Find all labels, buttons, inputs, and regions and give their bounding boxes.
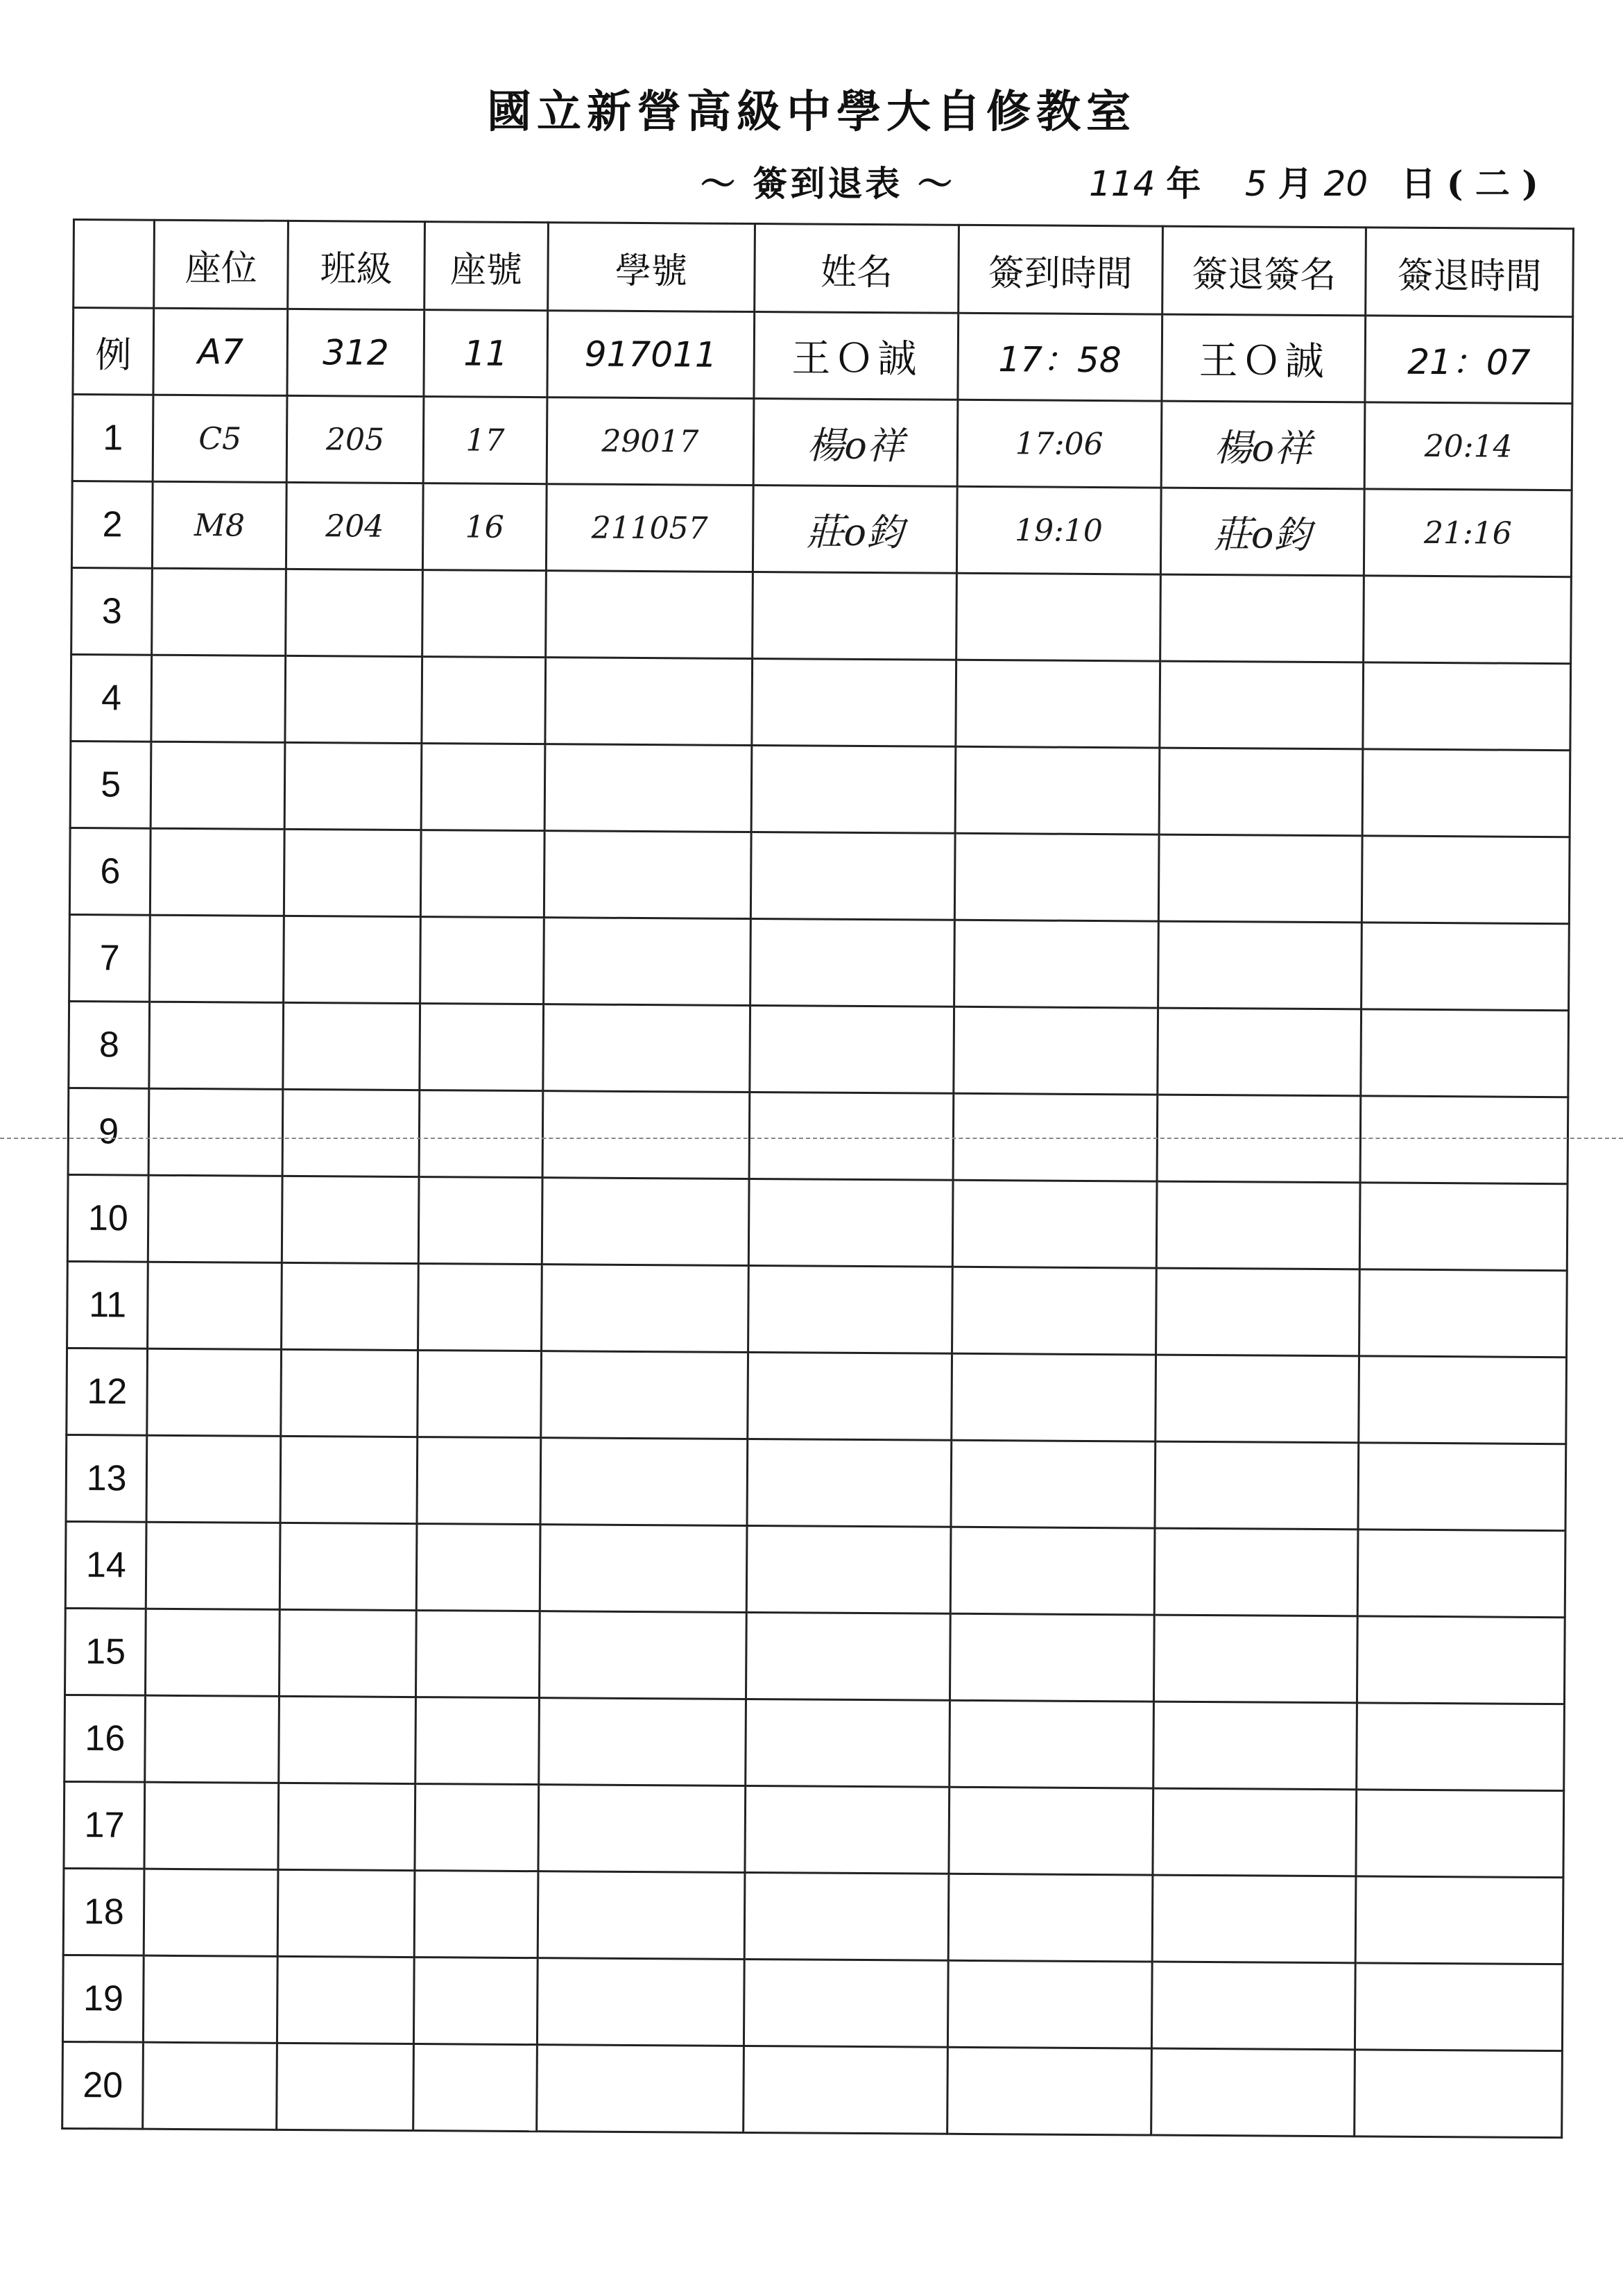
student-id-cell[interactable] xyxy=(536,2045,744,2133)
seat-cell[interactable] xyxy=(147,1348,281,1436)
name-cell[interactable] xyxy=(751,832,955,920)
sign-out-time-cell[interactable] xyxy=(1359,1269,1568,1357)
table-row xyxy=(62,1955,1563,2050)
class-cell[interactable] xyxy=(284,829,421,916)
example-class: 312 xyxy=(287,309,424,396)
sign-out-name-cell[interactable]: 楊o祥 xyxy=(1161,401,1365,489)
seat-no-cell[interactable] xyxy=(422,570,546,658)
sign-out-time-cell[interactable] xyxy=(1362,836,1570,924)
name-cell[interactable] xyxy=(749,1179,953,1267)
name-cell[interactable] xyxy=(750,918,954,1006)
student-id-cell[interactable]: 29017 xyxy=(547,397,754,486)
sign-out-name-cell[interactable] xyxy=(1151,1962,1355,2050)
student-id-cell[interactable] xyxy=(539,1611,746,1699)
sign-out-name-cell[interactable] xyxy=(1152,1875,1356,1963)
sign-out-name-cell[interactable] xyxy=(1154,1528,1358,1616)
seat-cell[interactable] xyxy=(150,915,284,1002)
name-cell[interactable] xyxy=(750,1005,954,1093)
table-row xyxy=(67,1174,1568,1270)
name-cell[interactable] xyxy=(752,658,956,746)
table-row xyxy=(71,481,1572,577)
name-cell[interactable] xyxy=(753,572,956,660)
name-cell[interactable] xyxy=(748,1352,952,1440)
table-row xyxy=(65,1608,1565,1704)
class-cell[interactable] xyxy=(280,1523,417,1610)
header-sign-out-name: 簽退簽名 xyxy=(1162,226,1366,316)
sign-out-time-cell[interactable] xyxy=(1361,1009,1569,1097)
header-row xyxy=(74,220,1574,317)
sign-in-table xyxy=(61,219,1574,2139)
name-cell[interactable] xyxy=(747,1439,951,1527)
class-cell[interactable] xyxy=(277,2043,414,2130)
name-cell[interactable] xyxy=(744,1959,948,2047)
table-row xyxy=(67,1261,1568,1357)
table-row xyxy=(72,395,1572,490)
table-row xyxy=(69,1001,1569,1097)
sign-out-time-cell[interactable] xyxy=(1358,1443,1566,1531)
sign-out-name-cell[interactable] xyxy=(1156,1181,1360,1269)
name-cell[interactable] xyxy=(748,1265,952,1353)
seat-no-cell[interactable] xyxy=(413,2044,537,2132)
class-cell[interactable] xyxy=(283,916,420,1003)
sign-in-time-cell[interactable] xyxy=(956,573,1160,661)
seat-cell[interactable] xyxy=(148,1175,282,1262)
date-year-label: 年 xyxy=(1166,163,1201,204)
sign-in-time-cell[interactable] xyxy=(956,660,1160,748)
class-cell[interactable] xyxy=(279,1696,416,1783)
row-index: 9 xyxy=(68,1088,149,1175)
example-name: 王Ｏ誠 xyxy=(754,312,958,400)
sign-out-time-cell[interactable] xyxy=(1362,923,1570,1011)
seat-no-cell[interactable] xyxy=(419,1177,542,1265)
seat-no-cell[interactable] xyxy=(418,1264,542,1351)
seat-cell[interactable] xyxy=(146,1522,280,1609)
sign-out-time-cell[interactable] xyxy=(1357,1530,1565,1618)
seat-cell[interactable] xyxy=(145,1695,279,1783)
student-id-cell[interactable] xyxy=(540,1351,748,1439)
sign-in-time-cell[interactable] xyxy=(954,833,1158,921)
student-id-cell[interactable] xyxy=(538,1698,746,1786)
table-row xyxy=(64,1781,1564,1877)
class-cell[interactable] xyxy=(278,1783,415,1870)
seat-no-cell[interactable] xyxy=(418,1351,541,1438)
row-index: 18 xyxy=(63,1868,144,1955)
sign-in-time-cell[interactable] xyxy=(952,1267,1156,1355)
sign-out-time-cell[interactable] xyxy=(1357,1703,1565,1791)
seat-cell[interactable] xyxy=(144,1782,278,1869)
seat-no-cell[interactable] xyxy=(415,1784,538,1871)
example-label: 例 xyxy=(73,308,154,395)
seat-no-cell[interactable] xyxy=(420,1004,543,1091)
sign-out-name-cell[interactable] xyxy=(1160,574,1364,662)
student-id-cell[interactable] xyxy=(540,1438,748,1526)
sign-out-time-cell[interactable] xyxy=(1362,749,1570,837)
row-index: 15 xyxy=(65,1608,146,1695)
table-row xyxy=(70,741,1570,837)
sign-in-time-cell[interactable] xyxy=(952,1180,1156,1268)
row-index: 11 xyxy=(67,1261,148,1348)
sign-out-name-cell[interactable] xyxy=(1159,661,1363,749)
seat-cell[interactable] xyxy=(149,1002,283,1089)
sign-out-name-cell[interactable] xyxy=(1153,1615,1357,1703)
table-row xyxy=(66,1434,1566,1530)
sign-out-name-cell[interactable] xyxy=(1158,834,1362,923)
student-id-cell[interactable] xyxy=(542,1004,750,1093)
class-cell[interactable] xyxy=(282,1089,420,1176)
student-id-cell[interactable] xyxy=(543,918,750,1006)
name-cell[interactable] xyxy=(749,1092,953,1180)
scan-fold-line xyxy=(0,1138,1623,1139)
name-cell[interactable] xyxy=(746,1612,950,1700)
table-row xyxy=(68,1088,1568,1183)
sign-out-name-cell[interactable]: 莊o鈞 xyxy=(1160,488,1364,576)
sign-in-time-cell[interactable]: 17:06 xyxy=(957,400,1161,488)
student-id-cell[interactable] xyxy=(544,831,751,919)
seat-no-cell[interactable] xyxy=(415,1697,539,1785)
row-index: 8 xyxy=(69,1001,150,1088)
header-student-id: 學號 xyxy=(547,223,755,312)
row-index: 19 xyxy=(62,1955,144,2042)
sign-out-name-cell[interactable] xyxy=(1152,1788,1356,1876)
student-id-cell[interactable] xyxy=(544,744,752,832)
sign-out-name-cell[interactable] xyxy=(1153,1702,1357,1790)
student-id-cell[interactable] xyxy=(540,1525,747,1613)
name-cell[interactable] xyxy=(744,1872,948,1960)
sign-out-name-cell[interactable] xyxy=(1156,1268,1359,1356)
class-cell[interactable] xyxy=(280,1436,418,1523)
sign-out-time-cell[interactable] xyxy=(1356,1790,1564,1878)
seat-no-cell[interactable] xyxy=(420,917,544,1004)
row-index: 4 xyxy=(71,654,152,742)
row-index: 6 xyxy=(69,828,151,915)
seat-cell[interactable]: C5 xyxy=(153,395,287,482)
student-id-cell[interactable] xyxy=(542,1091,750,1179)
date-day-label: 日 xyxy=(1400,163,1436,204)
example-sign-out-name: 王Ｏ誠 xyxy=(1161,314,1365,402)
sign-in-time-cell[interactable] xyxy=(954,1006,1158,1095)
date-weekday: ( 二 ) xyxy=(1446,163,1538,204)
sign-out-time-cell[interactable]: 21:16 xyxy=(1364,489,1572,577)
row-index: 17 xyxy=(64,1781,145,1869)
sign-out-name-cell[interactable] xyxy=(1155,1355,1359,1443)
sign-in-time-cell[interactable] xyxy=(954,920,1158,1008)
class-cell[interactable] xyxy=(279,1609,416,1697)
sign-out-time-cell[interactable] xyxy=(1363,662,1571,751)
class-cell[interactable] xyxy=(285,656,422,743)
sign-in-time-cell[interactable] xyxy=(952,1353,1156,1441)
sign-out-time-cell[interactable] xyxy=(1357,1616,1565,1704)
sign-in-time-cell[interactable] xyxy=(950,1613,1153,1702)
row-index: 16 xyxy=(65,1695,146,1782)
header-class: 班級 xyxy=(288,221,425,309)
date-month: 5 xyxy=(1244,164,1267,204)
seat-cell[interactable] xyxy=(151,828,284,916)
seat-no-cell[interactable] xyxy=(419,1090,542,1178)
table-row xyxy=(69,828,1570,923)
name-cell[interactable] xyxy=(744,2046,947,2134)
table-row xyxy=(63,1868,1563,1964)
sign-out-time-cell[interactable] xyxy=(1364,576,1572,664)
form-date xyxy=(1089,156,1538,206)
row-index: 14 xyxy=(65,1521,146,1609)
name-cell[interactable]: 楊o祥 xyxy=(753,399,957,487)
class-cell[interactable] xyxy=(277,1869,415,1957)
student-id-cell[interactable] xyxy=(545,571,753,659)
name-cell[interactable] xyxy=(751,745,955,833)
student-id-cell[interactable] xyxy=(538,1785,745,1873)
sign-out-time-cell[interactable] xyxy=(1355,2050,1563,2138)
sign-out-time-cell[interactable]: 20:14 xyxy=(1364,402,1572,490)
example-seat: A7 xyxy=(153,308,287,395)
sign-out-name-cell[interactable] xyxy=(1157,1008,1361,1096)
seat-cell[interactable] xyxy=(146,1435,280,1523)
example-sign-out-time: 21：07 xyxy=(1365,316,1573,404)
seat-no-cell[interactable] xyxy=(417,1524,540,1611)
class-cell[interactable]: 205 xyxy=(286,395,424,483)
form-subtitle: ～ 簽到退表 ～ xyxy=(701,163,955,204)
seat-no-cell[interactable] xyxy=(421,830,544,918)
name-cell[interactable] xyxy=(745,1785,949,1874)
table-row xyxy=(62,2041,1563,2137)
seat-cell[interactable] xyxy=(149,1088,283,1176)
sign-in-time-cell[interactable] xyxy=(955,746,1159,834)
seat-no-cell[interactable] xyxy=(422,657,545,744)
row-index: 5 xyxy=(70,741,151,828)
sign-out-time-cell[interactable] xyxy=(1359,1356,1567,1444)
seat-no-cell[interactable] xyxy=(417,1437,540,1525)
sign-in-time-cell[interactable] xyxy=(950,1700,1153,1788)
table-row xyxy=(65,1521,1565,1617)
header-seat-no: 座號 xyxy=(424,222,548,311)
name-cell[interactable] xyxy=(746,1699,950,1787)
sign-in-time-cell[interactable] xyxy=(947,2047,1151,2135)
seat-no-cell[interactable]: 17 xyxy=(423,397,547,484)
example-seat-no: 11 xyxy=(424,310,547,397)
row-index: 13 xyxy=(66,1434,147,1522)
seat-cell[interactable]: M8 xyxy=(153,481,286,569)
header-index xyxy=(74,220,155,309)
class-cell[interactable] xyxy=(281,1262,418,1350)
seat-cell[interactable] xyxy=(143,2042,277,2130)
example-student-id: 917011 xyxy=(547,311,754,399)
row-index: 3 xyxy=(71,567,153,655)
table-row xyxy=(69,914,1570,1010)
seat-no-cell[interactable] xyxy=(414,1957,538,2045)
sign-in-time-cell[interactable]: 19:10 xyxy=(956,486,1160,574)
seat-cell[interactable] xyxy=(151,655,285,742)
header-sign-in-time: 簽到時間 xyxy=(959,225,1162,314)
sign-out-time-cell[interactable] xyxy=(1355,1876,1563,1964)
sign-out-time-cell[interactable] xyxy=(1355,1963,1563,2051)
sign-out-name-cell[interactable] xyxy=(1158,921,1362,1009)
student-id-cell[interactable]: 211057 xyxy=(546,484,753,572)
sign-in-time-cell[interactable] xyxy=(948,1874,1152,1962)
row-index: 12 xyxy=(67,1348,148,1435)
seat-cell[interactable] xyxy=(144,1869,278,1956)
class-cell[interactable] xyxy=(282,1176,419,1263)
seat-no-cell[interactable] xyxy=(414,1871,538,1958)
sign-out-name-cell[interactable] xyxy=(1155,1441,1359,1530)
student-id-cell[interactable] xyxy=(544,658,752,746)
seat-no-cell[interactable] xyxy=(416,1611,540,1698)
header-sign-out-time: 簽退時間 xyxy=(1366,228,1574,317)
seat-cell[interactable] xyxy=(144,1955,277,2043)
form-title: 國立新營高級中學大自修教室 xyxy=(487,86,1136,138)
sign-in-time-cell[interactable] xyxy=(947,1960,1151,2048)
student-id-cell[interactable] xyxy=(541,1265,748,1353)
table-row xyxy=(71,567,1572,663)
class-cell[interactable] xyxy=(285,569,422,656)
row-index: 10 xyxy=(67,1174,148,1262)
header-name: 姓名 xyxy=(755,224,959,314)
name-cell[interactable]: 莊o鈞 xyxy=(753,486,957,574)
seat-cell[interactable] xyxy=(151,742,285,829)
name-cell[interactable] xyxy=(746,1525,950,1613)
sign-in-time-cell[interactable] xyxy=(949,1787,1153,1875)
date-day: 20 xyxy=(1323,164,1368,204)
class-cell[interactable] xyxy=(283,1002,420,1090)
sign-in-time-cell[interactable] xyxy=(950,1527,1154,1615)
class-cell[interactable] xyxy=(284,742,422,830)
class-cell[interactable] xyxy=(281,1349,418,1437)
sign-out-time-cell[interactable] xyxy=(1359,1183,1568,1271)
table-row xyxy=(65,1695,1565,1790)
sign-out-name-cell[interactable] xyxy=(1151,2048,1355,2136)
sign-out-time-cell[interactable] xyxy=(1360,1096,1568,1184)
row-index: 1 xyxy=(72,395,153,482)
class-cell[interactable]: 204 xyxy=(286,482,423,569)
class-cell[interactable] xyxy=(277,1956,414,2044)
sign-in-time-cell[interactable] xyxy=(951,1440,1155,1528)
row-index: 20 xyxy=(62,2041,144,2129)
student-id-cell[interactable] xyxy=(542,1178,749,1266)
table-row xyxy=(71,654,1571,750)
seat-cell[interactable] xyxy=(152,568,286,656)
seat-no-cell[interactable]: 16 xyxy=(423,483,547,571)
row-index: 7 xyxy=(69,914,151,1002)
row-index: 2 xyxy=(71,481,153,569)
example-row xyxy=(73,308,1573,404)
seat-no-cell[interactable] xyxy=(421,744,544,831)
seat-cell[interactable] xyxy=(146,1609,280,1696)
table-row xyxy=(67,1348,1567,1443)
seat-cell[interactable] xyxy=(148,1262,282,1349)
sign-out-name-cell[interactable] xyxy=(1159,748,1363,836)
example-sign-in-time: 17：58 xyxy=(958,313,1162,401)
date-month-label: 月 xyxy=(1278,163,1313,204)
student-id-cell[interactable] xyxy=(538,1871,745,1960)
student-id-cell[interactable] xyxy=(537,1958,744,2046)
date-year: 114 xyxy=(1089,164,1156,204)
header-seat: 座位 xyxy=(154,220,288,309)
